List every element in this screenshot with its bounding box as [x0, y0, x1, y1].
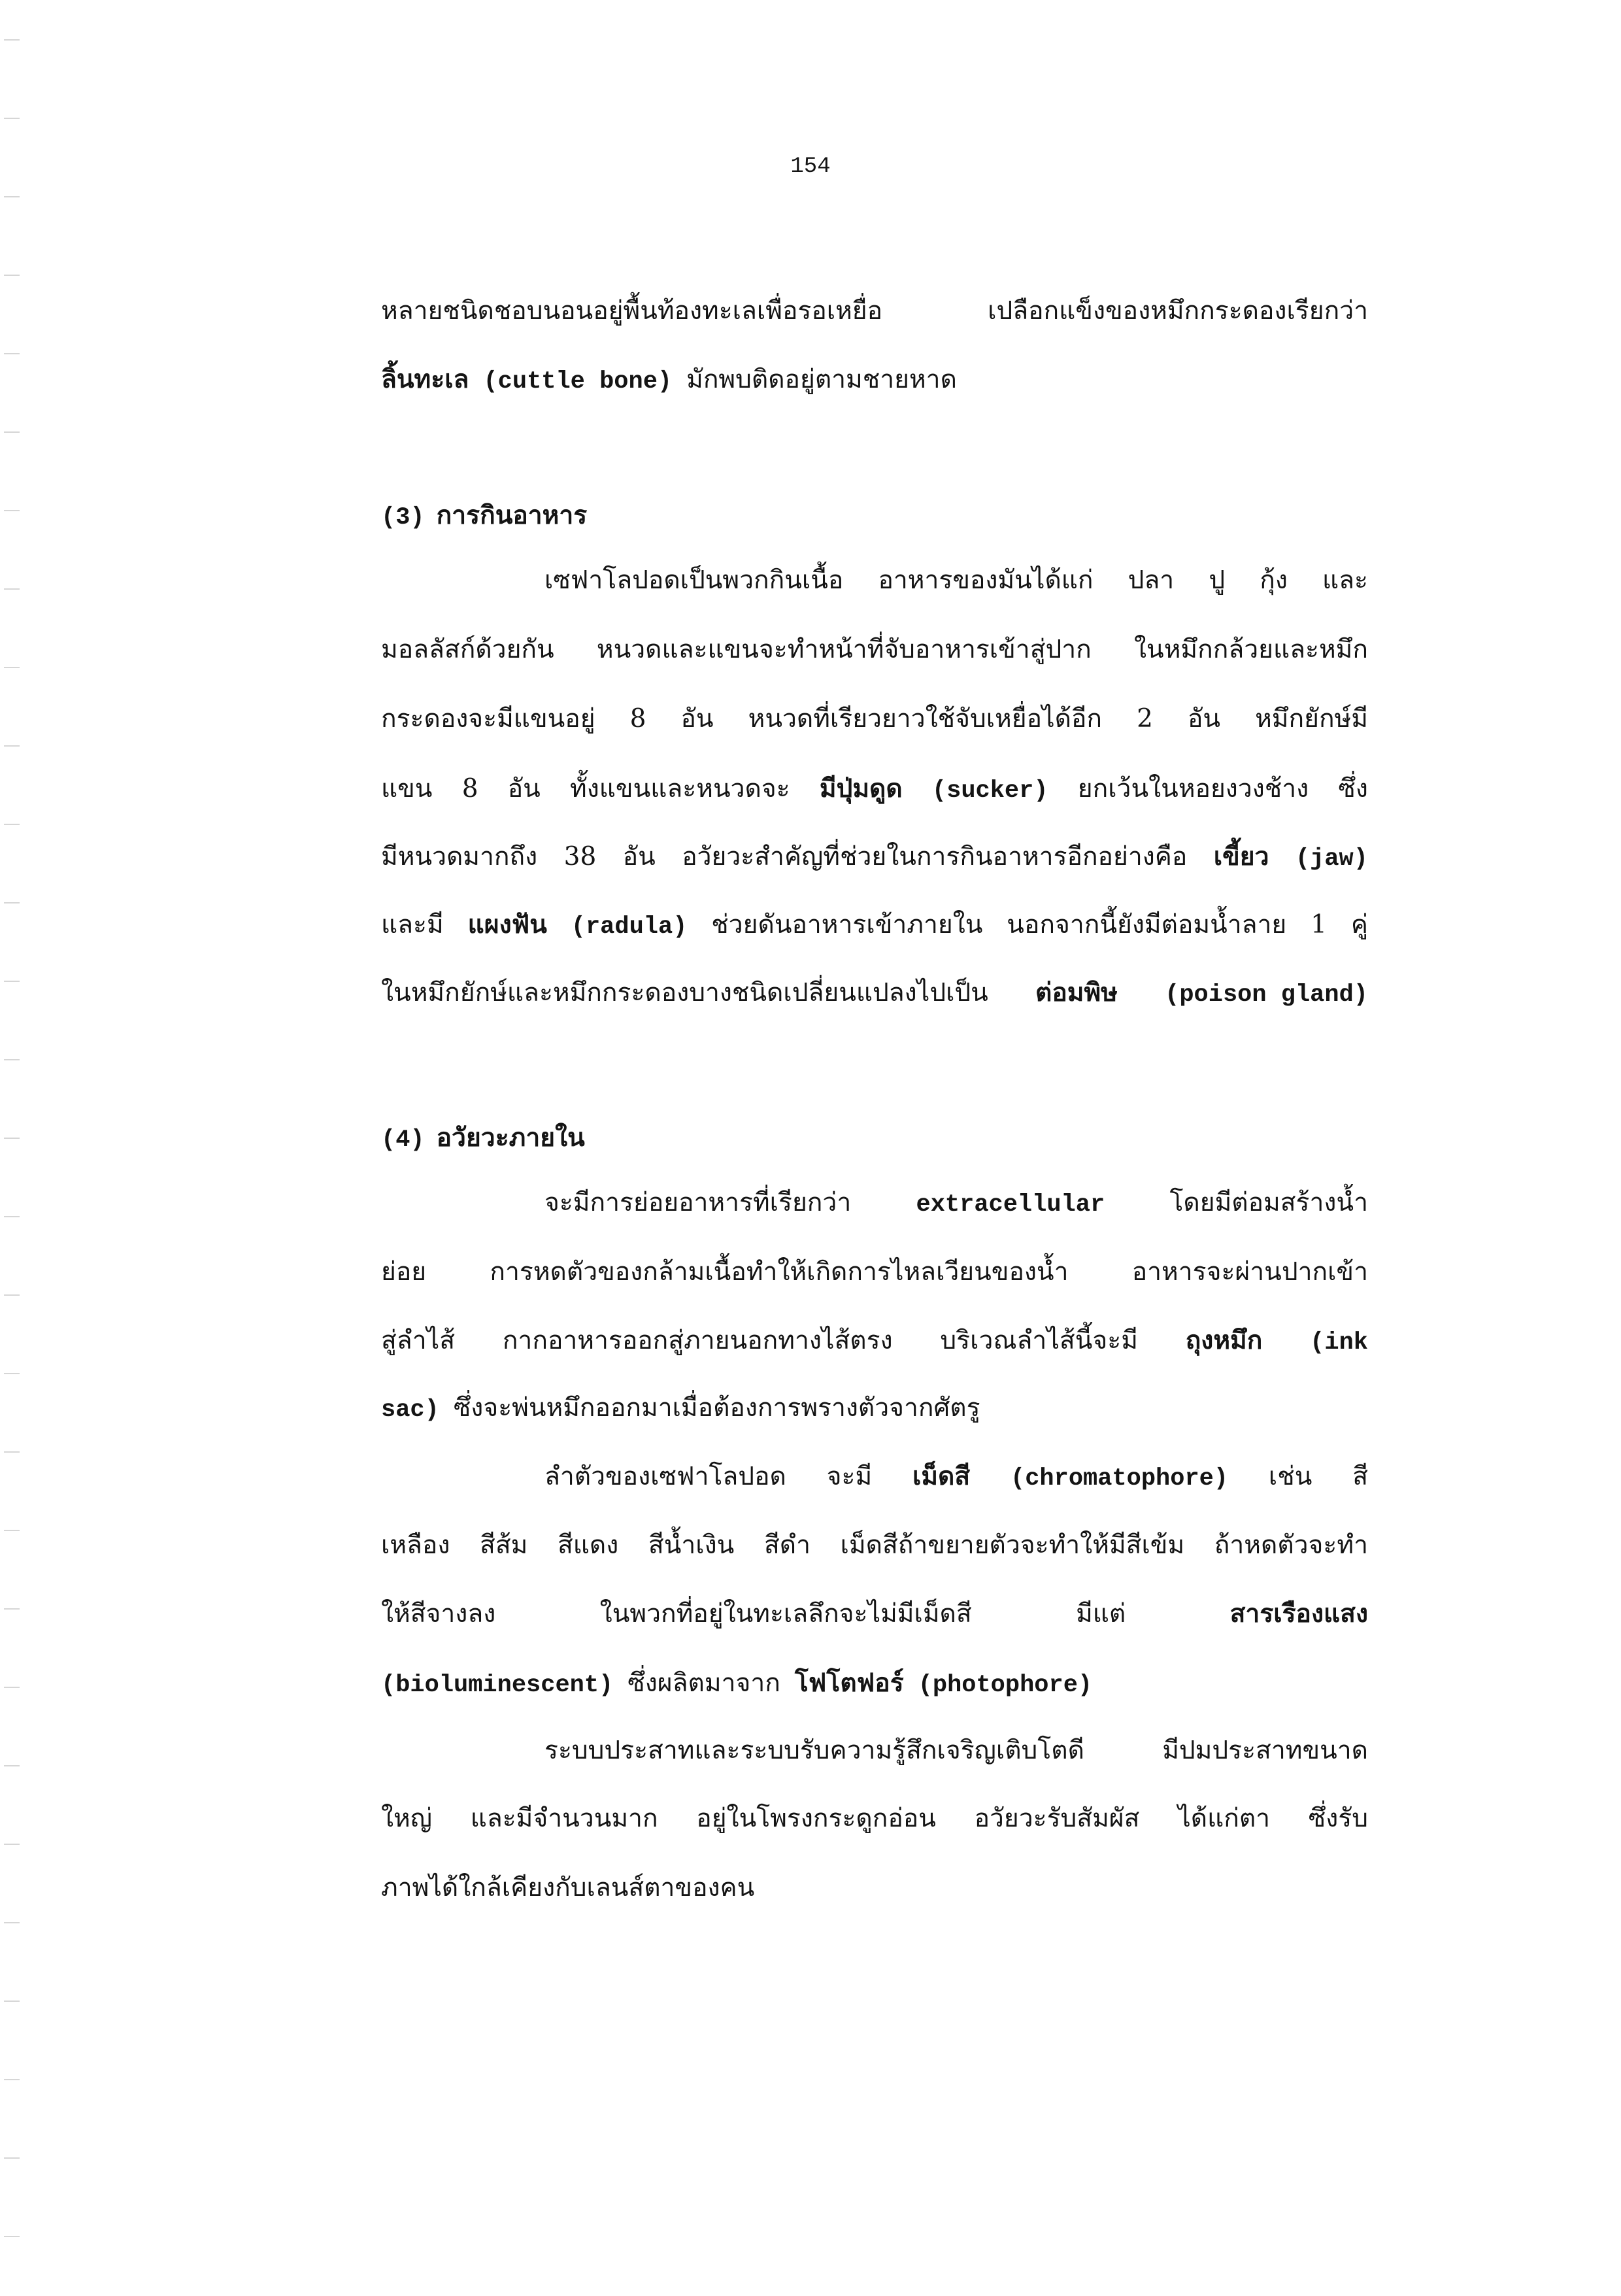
text-segment: ซึ่งรับ	[1308, 1804, 1368, 1833]
text-segment: สีส้ม	[480, 1530, 528, 1560]
english-term: (jaw)	[1295, 845, 1368, 873]
text-segment: อัน	[680, 704, 714, 734]
english-term: (bioluminescent)	[381, 1672, 614, 1699]
bold-term: ถุงหมึก	[1185, 1325, 1263, 1355]
english-term: (chromatophore)	[1011, 1465, 1229, 1493]
text-line	[381, 974, 1368, 1013]
text-segment: บริเวณลำไส้นี้จะมี	[940, 1326, 1138, 1355]
bold-term: แผงฟัน	[467, 909, 547, 939]
text-line	[381, 1800, 1368, 1837]
english-term: (sucker)	[931, 777, 1048, 805]
text-segment: มอลลัสก์ด้วยกัน	[381, 635, 554, 664]
text-segment: 2	[1137, 704, 1153, 734]
text-segment: ในหมึกยักษ์และหมึกกระดองบางชนิดเปลี่ยนแปลงไปเป็น	[381, 978, 988, 1007]
text-line	[381, 1870, 1368, 1906]
text-segment: ซึ่งจะพ่นหมึกออกมาเมื่อต้องการพรางตัวจากศัตรู	[453, 1393, 980, 1423]
text-segment: อาหารจะผ่านปากเข้า	[1131, 1257, 1368, 1287]
text-segment: ระบบประสาทและระบบรับความรู้สึกเจริญเติบโตดี	[544, 1736, 1084, 1765]
text-segment: อวัยวะรับสัมผัส	[974, 1804, 1140, 1833]
text-line	[544, 1458, 1368, 1497]
text-segment: กุ้ง	[1260, 566, 1288, 595]
text-segment: เซฟาโลปอดเป็นพวกกินเนื้อ	[544, 566, 844, 595]
text-line	[381, 632, 1368, 668]
bold-term: เม็ดสี	[912, 1461, 971, 1491]
text-segment: การหดตัวของกล้ามเนื้อทำให้เกิดการไหลเวียนของน้ำ	[490, 1257, 1069, 1287]
text-segment: ใหญ่	[381, 1804, 432, 1833]
text-segment: คู่	[1350, 910, 1368, 939]
text-segment: 38	[563, 842, 597, 871]
text-line	[544, 1732, 1368, 1769]
text-segment: เช่น	[1268, 1462, 1312, 1491]
text-segment: สีแดง	[557, 1530, 619, 1560]
text-segment: และมี	[381, 910, 444, 939]
text-line	[381, 293, 1368, 329]
text-segment: อวัยวะสำคัญที่ช่วยในการกินอาหารอีกอย่างคือ	[682, 842, 1188, 871]
section-number: (3)	[381, 504, 425, 532]
text-segment: ได้แก่ตา	[1178, 1804, 1271, 1833]
text-line	[381, 770, 1368, 809]
text-segment: ลำตัวของเซฟาโลปอด	[544, 1462, 786, 1491]
text-segment: อาหารของมันได้แก่	[878, 566, 1094, 595]
text-segment: ยกเว้นในหอยงวงช้าง	[1077, 774, 1309, 803]
english-term: sac)	[381, 1396, 439, 1424]
text-segment: อัน	[622, 842, 656, 871]
text-segment: ภาพได้ใกล้เคียงกับเลนส์ตาของคน	[381, 1873, 755, 1902]
text-line	[381, 838, 1368, 877]
text-segment: จะมี	[826, 1462, 873, 1491]
scan-margin-marks	[0, 0, 26, 2296]
text-segment: สี	[1352, 1462, 1368, 1491]
text-segment: อัน	[507, 774, 541, 803]
text-segment: หนวดที่เรียวยาวใช้จับเหยื่อได้อีก	[748, 704, 1103, 734]
text-segment: ซึ่ง	[1338, 774, 1368, 803]
text-line	[381, 1664, 1368, 1704]
bold-term: โฟโตฟอร์	[794, 1668, 904, 1698]
text-segment: ทั้งแขนและหนวดจะ	[570, 774, 790, 803]
bold-term: สารเรืองแสง	[1229, 1598, 1368, 1629]
bold-term: ต่อมพิษ	[1035, 977, 1118, 1007]
english-term: (photophore)	[918, 1672, 1093, 1699]
text-line	[381, 701, 1368, 737]
text-line	[381, 1254, 1368, 1291]
bold-term: ลิ้นทะเล	[381, 364, 469, 394]
text-segment: เม็ดสีถ้าขยายตัวจะทำให้มีสีเข้ม	[840, 1530, 1185, 1560]
text-segment: เปลือกแข็งของหมึกกระดองเรียกว่า	[988, 296, 1368, 326]
bold-term: เขี้ยว	[1213, 841, 1269, 871]
text-line	[381, 361, 1368, 400]
text-line	[381, 1527, 1368, 1564]
section-heading-feeding	[381, 497, 587, 536]
text-segment: ซึ่งผลิตมาจาก	[627, 1668, 780, 1698]
text-segment: มีปมประสาทขนาด	[1162, 1736, 1368, 1765]
text-segment: แขน	[381, 774, 433, 803]
text-segment: กากอาหารออกสู่ภายนอกทางไส้ตรง	[502, 1326, 893, 1355]
section-number: (4)	[381, 1126, 425, 1154]
text-line	[381, 1595, 1368, 1632]
text-segment: ในหมึกกล้วยและหมึก	[1133, 635, 1368, 664]
text-segment: โดยมีต่อมสร้างน้ำ	[1169, 1188, 1368, 1217]
text-segment: 8	[461, 774, 478, 803]
text-segment: กระดองจะมีแขนอยู่	[381, 704, 595, 734]
text-line	[381, 1322, 1368, 1361]
text-segment: และมีจำนวนมาก	[470, 1804, 658, 1833]
text-segment: ให้สีจางลง	[381, 1599, 496, 1629]
text-segment: อัน	[1187, 704, 1221, 734]
text-line	[381, 1390, 1368, 1428]
text-line	[381, 906, 1368, 945]
text-segment: หมึกยักษ์มี	[1255, 704, 1368, 734]
text-segment: 1	[1311, 910, 1327, 939]
text-segment: หนวดและแขนจะทำหน้าที่จับอาหารเข้าสู่ปาก	[596, 635, 1092, 664]
text-segment: มีหนวดมากถึง	[381, 842, 538, 871]
text-segment: จะมีการย่อยอาหารที่เรียกว่า	[544, 1188, 852, 1217]
section-heading-internal-organs	[381, 1119, 585, 1158]
section-title: อวัยวะภายใน	[436, 1123, 585, 1153]
text-segment: สีดำ	[763, 1530, 811, 1560]
section-title: การกินอาหาร	[436, 500, 588, 530]
text-segment: ช่วยดันอาหารเข้าภายใน	[711, 910, 983, 939]
english-term: (cuttle bone)	[483, 368, 673, 396]
text-segment: ปลา	[1128, 566, 1175, 595]
text-segment: สีน้ำเงิน	[648, 1530, 735, 1560]
text-segment: 8	[629, 704, 646, 734]
page-number: 154	[790, 154, 831, 179]
text-line	[544, 562, 1368, 599]
english-term: extracellular	[916, 1191, 1105, 1219]
english-term: (radula)	[571, 913, 688, 941]
english-term: (ink	[1310, 1329, 1368, 1357]
text-segment: อยู่ในโพรงกระดูกอ่อน	[696, 1804, 936, 1833]
bold-term: มีปุ่มดูด	[819, 773, 903, 803]
english-term: (poison gland)	[1165, 981, 1368, 1009]
text-segment: มีแต่	[1076, 1599, 1126, 1629]
text-segment: ย่อย	[381, 1257, 427, 1287]
text-line	[544, 1185, 1368, 1223]
text-segment: สู่ลำไส้	[381, 1326, 456, 1355]
text-segment: ปู	[1209, 566, 1226, 595]
text-segment: นอกจากนี้ยังมีต่อมน้ำลาย	[1007, 910, 1287, 939]
text-segment: หลายชนิดชอบนอนอยู่พื้นท้องทะเลเพื่อรอเหยื่อ	[381, 296, 883, 326]
text-segment: เหลือง	[381, 1530, 450, 1560]
text-segment: มักพบติดอยู่ตามชายหาด	[686, 365, 957, 394]
text-segment: ถ้าหดตัวจะทำ	[1214, 1530, 1368, 1560]
text-segment: และ	[1322, 566, 1368, 595]
text-segment: ในพวกที่อยู่ในทะเลลึกจะไม่มีเม็ดสี	[599, 1599, 972, 1629]
